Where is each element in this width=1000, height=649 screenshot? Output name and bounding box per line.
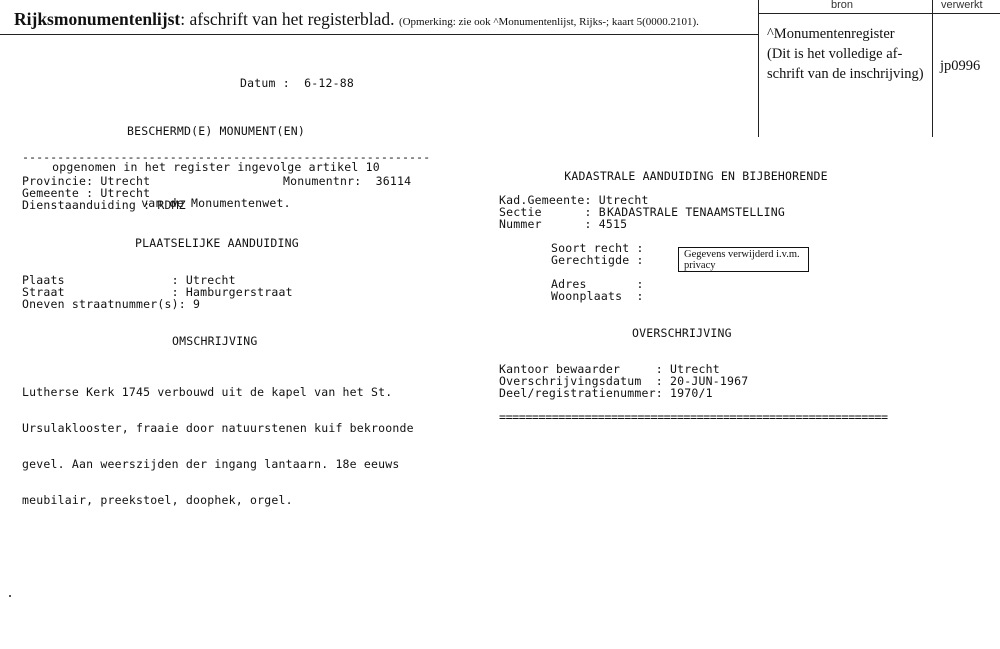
meta-divider bbox=[932, 0, 933, 137]
title-rest: : afschrift van het registerblad. bbox=[180, 9, 395, 29]
kantoor-bewaarder: Kantoor bewaarder : Utrecht bbox=[499, 362, 720, 376]
title-bold: Rijksmonumentenlijst bbox=[14, 9, 181, 29]
soort-recht: Soort recht : bbox=[551, 241, 644, 255]
omschrijving-line: Lutherse Kerk 1745 verbouwd uit de kapel van het St. bbox=[22, 385, 393, 399]
omschrijving-line: Ursulaklooster, fraaie door natuurstenen kuif bekroonde bbox=[22, 421, 414, 435]
gerechtigde: Gerechtigde : bbox=[551, 253, 644, 267]
dienstaanduiding: Dienstaanduiding : RDMZ bbox=[22, 198, 186, 212]
deel-registratienummer: Deel/registratienummer: 1970/1 bbox=[499, 386, 713, 400]
speck bbox=[9, 595, 11, 597]
provincie: Provincie: Utrecht bbox=[22, 174, 151, 188]
beschermd-line: van de Monumentenwet. bbox=[141, 196, 291, 210]
oneven: Oneven straatnummer(s): 9 bbox=[22, 297, 201, 311]
col-verwerkt: verwerkt bbox=[941, 0, 983, 11]
bron-line: schrift van de inschrijving) bbox=[767, 66, 924, 82]
kad-heading-line: KADASTRALE TENAAMSTELLING bbox=[606, 205, 786, 219]
overschrijving-heading: OVERSCHRIJVING bbox=[632, 326, 732, 340]
sectie: Sectie : B bbox=[499, 205, 606, 219]
adres: Adres : bbox=[551, 277, 644, 291]
overschrijvingsdatum: Overschrijvingsdatum : 20-JUN-1967 bbox=[499, 374, 749, 388]
header-rule bbox=[0, 34, 759, 35]
beschermd-line: opgenomen in het register ingevolge artikel 10 bbox=[52, 160, 380, 174]
woonplaats: Woonplaats : bbox=[551, 289, 644, 303]
bron-line: ^Monumentenregister bbox=[767, 26, 895, 42]
kad-gemeente: Kad.Gemeente: Utrecht bbox=[499, 193, 649, 207]
omschrijving-heading: OMSCHRIJVING bbox=[172, 334, 258, 348]
page-title bbox=[14, 9, 699, 30]
kad-heading-line: KADASTRALE AANDUIDING EN BIJBEHORENDE bbox=[564, 169, 828, 183]
beschermd-line: BESCHERMD(E) MONUMENT(EN) bbox=[126, 124, 306, 138]
gemeente: Gemeente : Utrecht bbox=[22, 186, 151, 200]
eq-rule: =========================================================== bbox=[499, 410, 888, 424]
dash-rule: ---------------------------------------------------------- bbox=[22, 150, 431, 164]
nummer: Nummer : 4515 bbox=[499, 217, 628, 231]
datum: Datum : 6-12-88 bbox=[240, 76, 354, 90]
plaatselijke-heading: PLAATSELIJKE AANDUIDING bbox=[135, 236, 299, 250]
straat: Straat : Hamburgerstraat bbox=[22, 285, 293, 299]
omschrijving-line: gevel. Aan weerszijden der ingang lantaarn. 18e eeuws bbox=[22, 457, 400, 471]
bron-text bbox=[767, 24, 924, 84]
col-bron: bron bbox=[831, 0, 854, 11]
header-note: (Opmerking: zie ook ^Monumentenlijst, Rijks-; kaart 5(0000.2101). bbox=[398, 16, 699, 28]
meta-header-rule bbox=[758, 13, 1000, 14]
monumentnr: Monumentnr: 36114 bbox=[283, 174, 412, 188]
privacy-box: Gegevens verwijderd i.v.m. privacy bbox=[678, 247, 809, 272]
verwerkt-value: jp0996 bbox=[940, 58, 981, 74]
omschrijving-text bbox=[22, 362, 414, 518]
plaats: Plaats : Utrecht bbox=[22, 273, 236, 287]
omschrijving-line: meubilair, preekstoel, doophek, orgel. bbox=[22, 493, 293, 507]
bron-line: (Dit is het volledige af- bbox=[767, 46, 903, 62]
